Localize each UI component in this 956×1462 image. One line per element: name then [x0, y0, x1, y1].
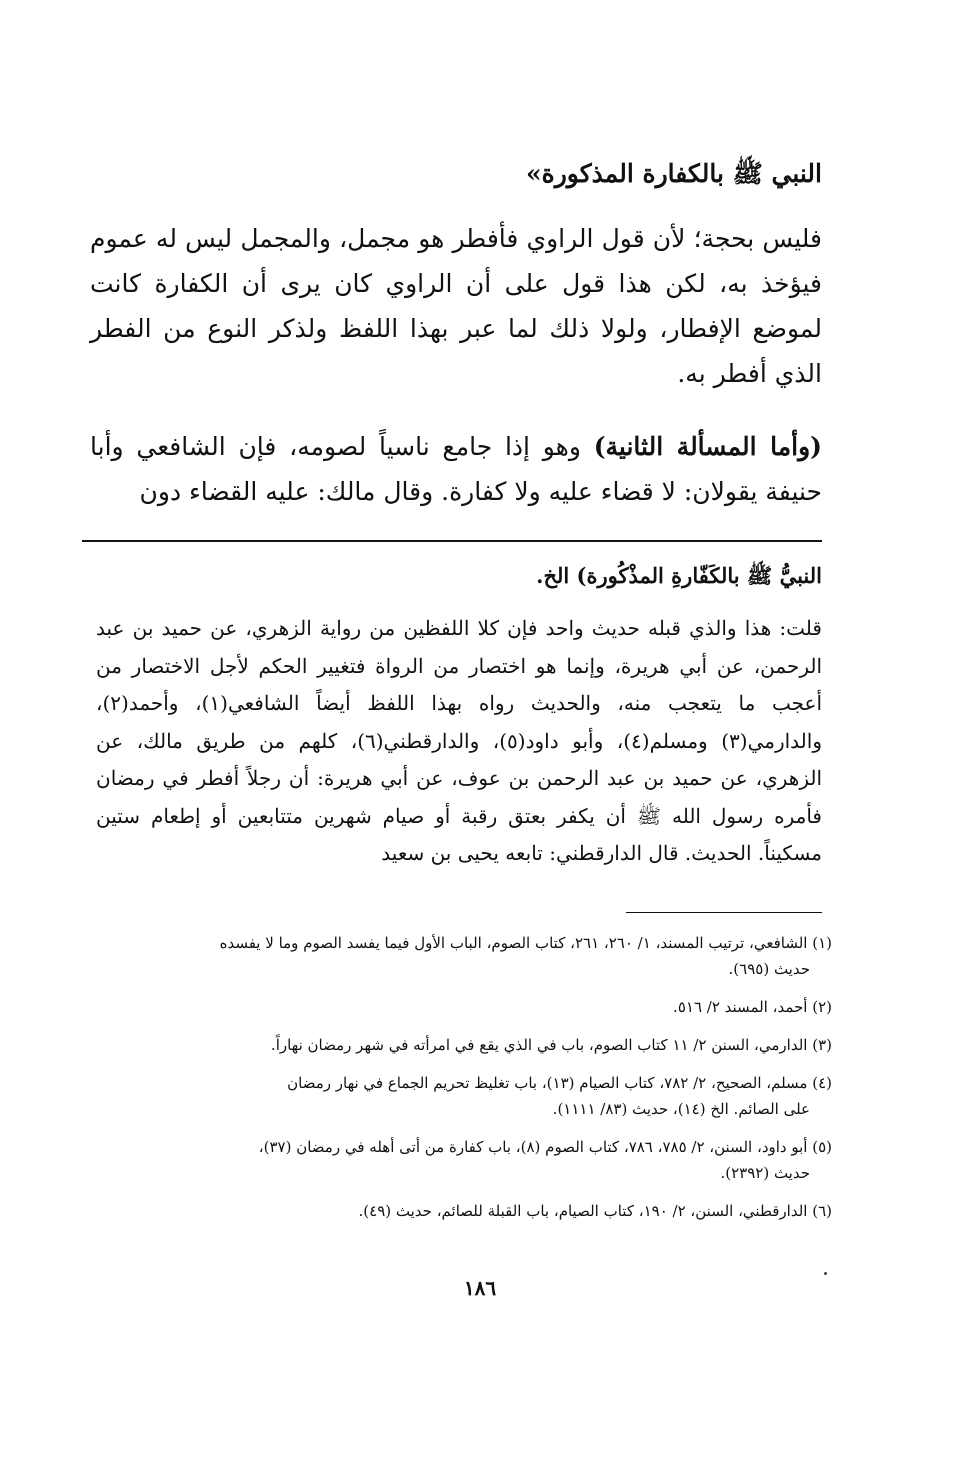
footnote-3: [100, 1032, 832, 1058]
footnote-divider: [626, 912, 822, 913]
footnote-6: [100, 1198, 832, 1224]
commentary-heading: النبيُّ ﷺ بالكَفّارةِ المذْكُورة) الخ.: [536, 563, 822, 588]
footnote-line: (٢) أحمد، المسند ٢/ ٥١٦.: [673, 998, 832, 1016]
issue-text: وهو إذا جامع ناسياً لصومه، فإن الشافعي وأبا حنيفة يقولان: لا قضاء عليه ولا كفارة. وقال مالك: عليه القضاء دون: [90, 432, 822, 506]
footnote-line: (٣) الدارمي، السنن ٢/ ١١ كتاب الصوم، باب في الذي يقع في امرأته في شهر رمضان نهاراً.: [270, 1036, 832, 1054]
main-text-heading: النبي ﷺ بالكفارة المذكورة»: [526, 159, 822, 188]
footnote-line-continued: حديث (٦٩٥).: [728, 960, 810, 978]
footnote-line: (٤) مسلم، الصحيح، ٢/ ٧٨٢، كتاب الصيام (١٣)، باب تغليظ تحريم الجماع في نهار رمضان: [287, 1074, 832, 1092]
commentary-paragraph: قلت: هذا والذي قبله حديث واحد فإن كلا اللفظين من رواية الزهري، عن حميد بن عبد الرحمن، عن أبي هريرة، وإنما هو اختصار من الرواة فتغيير الحكم لأجل الاختصار من أعجب ما يتعجب منه، والحديث رواه بهذا اللفظ أيضاً الشافعي(١)، وأحمد(٢)، والدارمي(٣) ومسلم(٤)، وأبو داود(٥)، والدارقطني(٦)، كلهم من طريق مالك، عن الزهري، عن حميد بن عبد الرحمن بن عوف، عن أبي هريرة: أن رجلاً أفطر في رمضان فأمره رسول الله ﷺ أن يكفر بعتق رقبة أو صيام شهرين متتابعين أو إطعام ستين مسكيناً. الحديث. قال الدارقطني: تابعه يحيى بن سعيد: [96, 616, 823, 865]
main-paragraph-1: فليس بحجة؛ لأن قول الراوي فأفطر هو مجمل، والمجمل ليس له عموم فيؤخذ به، لكن هذا قول على أن الراوي كان يرى أن الكفارة كانت لموضع الإفطار، ولولا ذلك لما عبر بهذا اللفظ ولذكر النوع من الفطر الذي أفطر به.: [90, 224, 822, 388]
footnote-line: (١) الشافعي، ترتيب المسند، ١/ ٢٦٠، ٢٦١، كتاب الصوم، الباب الأول فيما يفسد الصوم وما لا يفسده: [219, 934, 832, 952]
page-number: ١٨٦: [463, 1276, 497, 1300]
footnotes: [100, 930, 832, 1236]
footnote-line-continued: حديث (٢٣٩٢).: [720, 1164, 810, 1182]
footnote-4: [100, 1070, 832, 1122]
footnote-line: (٥) أبو داود، السنن، ٢/ ٧٨٥، ٧٨٦، كتاب الصوم (٨)، باب كفارة من أتى أهله في رمضان (٣٧)،: [258, 1138, 832, 1156]
scan-artifact-dot: [824, 1272, 827, 1275]
main-paragraph-2: [90, 424, 822, 514]
main-divider: [82, 540, 822, 542]
footnote-1: [100, 930, 832, 982]
footnote-line: (٦) الدارقطني، السنن، ٢/ ١٩٠، كتاب الصيام، باب القبلة للصائم، حديث (٤٩).: [358, 1202, 832, 1220]
footnote-line-continued: على الصائم. الخ (١٤)، حديث (٨٣/ ١١١١).: [552, 1100, 810, 1118]
footnote-2: [100, 994, 832, 1020]
issue-title: (وأما المسألة الثانية): [593, 432, 822, 461]
footnote-5: [100, 1134, 832, 1186]
